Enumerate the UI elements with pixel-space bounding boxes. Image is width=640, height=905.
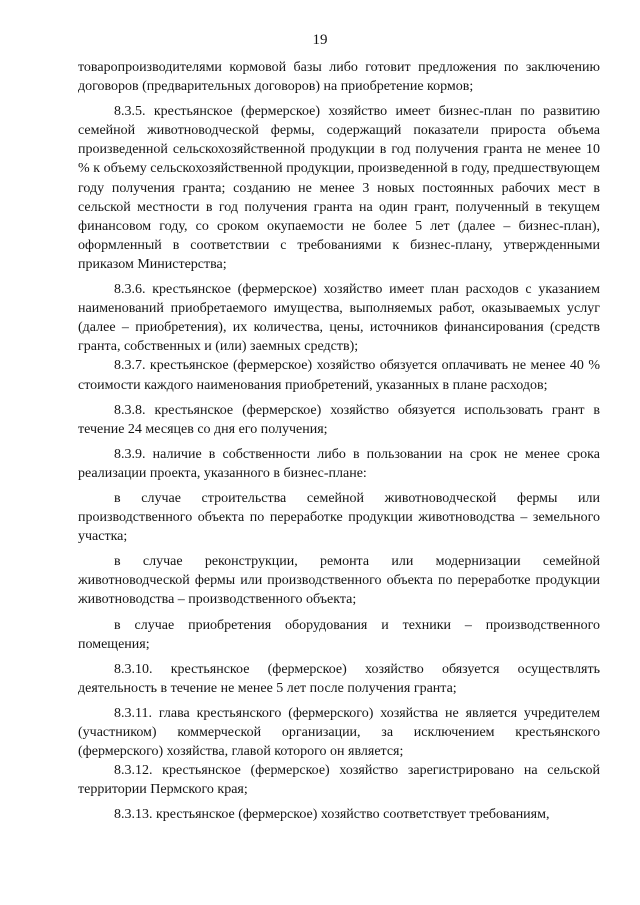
paragraph-8-3-6: 8.3.6. крестьянское (фермерское) хозяйство имеет план расходов с указанием наименований приобретаемого имущества, выполняемых работ, оказываемых услуг (далее – приобретения), их количества, цены, источников финансирования (средств гранта, собственных и (или) заемных средств);: [78, 282, 600, 355]
paragraph-8-3-13: 8.3.13. крестьянское (фермерское) хозяйство соответствует требованиям,: [114, 807, 550, 823]
paragraph-8-3-5: 8.3.5. крестьянское (фермерское) хозяйство имеет бизнес-план по развитию семейной животноводческой фермы, содержащий показатели прироста объема произведенной сельскохозяйственной продукции в год получения гранта не менее 10 % к объему сельскохозяйственной продукции, произведенной в году, предшествующем году получения гранта; созданию не менее 3 новых постоянных рабочих мест в сельской местности в год получения гранта на один грант, полученный в текущем финансовом году, со сроком окупаемости не более 5 лет (далее – бизнес-план), оформленный в соответствии с требованиями к бизнес-плану, утвержденными приказом Министерства;: [78, 104, 600, 272]
paragraph-construction: в случае строительства семейной животноводческой фермы или производственного объекта по переработке продукции животноводства – земельного участка;: [78, 490, 600, 545]
paragraph-8-3-7: 8.3.7. крестьянское (фермерское) хозяйство обязуется оплачивать не менее 40 % стоимости каждого наименования приобретений, указанных в плане расходов;: [78, 358, 600, 393]
paragraph-equipment: в случае приобретения оборудования и техники – производственного помещения;: [78, 617, 600, 652]
paragraph-8-3-9: 8.3.9. наличие в собственности либо в пользовании на срок не менее срока реализации проекта, указанного в бизнес-плане:: [78, 446, 600, 481]
paragraph-kormov: товаропроизводителями кормовой базы либо готовит предложения по заключению договоров (предварительных договоров) на приобретение кормов;: [78, 60, 600, 95]
paragraph-8-3-12: 8.3.12. крестьянское (фермерское) хозяйство зарегистрировано на сельской территории Пермского края;: [78, 763, 600, 798]
paragraph-8-3-11: 8.3.11. глава крестьянского (фермерского) хозяйства не является учредителем (участником) коммерческой организации, за исключением крестьянского (фермерского) хозяйства, главой которого он является;: [78, 705, 600, 760]
paragraph-reconstruction: в случае реконструкции, ремонта или модернизации семейной животноводческой фермы или производственного объекта по переработке продукции животноводства – производственного объекта;: [78, 554, 600, 608]
paragraph-8-3-8: 8.3.8. крестьянское (фермерское) хозяйство обязуется использовать грант в течение 24 месяцев со дня его получения;: [78, 402, 600, 437]
page-number: 19: [312, 32, 328, 48]
document-body: [78, 58, 600, 824]
paragraph-8-3-10: 8.3.10. крестьянское (фермерское) хозяйство обязуется осуществлять деятельность в течение не менее 5 лет после получения гранта;: [78, 661, 600, 696]
